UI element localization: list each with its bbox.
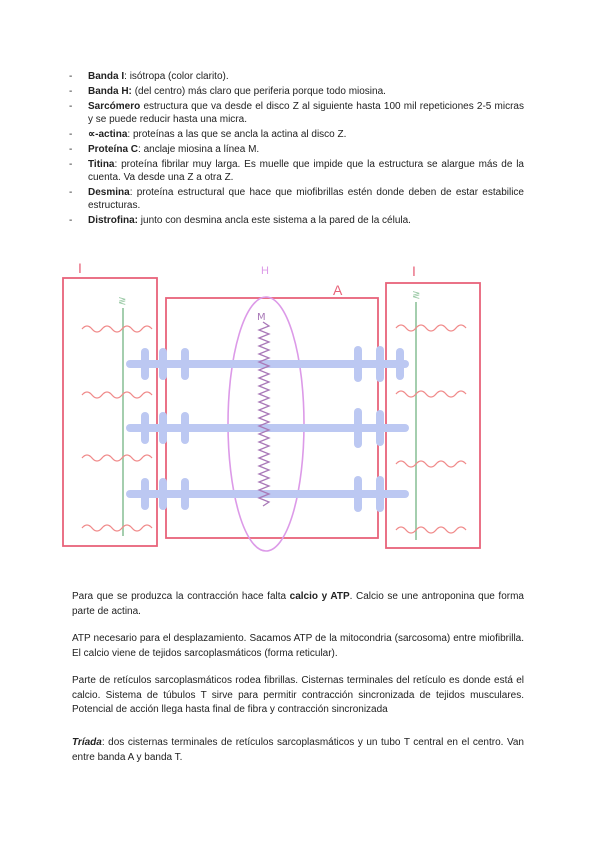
paragraph-contraction: Para que se produzca la contracción hace falta calcio y ATP. Calcio se une antroponina que forma parte de actina. xyxy=(72,591,524,617)
actin-filament xyxy=(82,326,152,332)
band-i-left-label: I xyxy=(78,260,82,276)
definition-item: - Banda H: (del centro) más claro que periferia porque todo miosina. xyxy=(69,86,386,97)
band-i-right-box xyxy=(386,283,480,548)
band-i-right-label: I xyxy=(412,263,416,279)
actin-filament xyxy=(82,392,152,398)
titin-zigzag xyxy=(259,322,269,506)
definition-item: - Banda I: isótropa (color clarito). xyxy=(69,71,229,82)
band-a-label: A xyxy=(333,282,343,298)
z-line-right-label: ≷ xyxy=(412,290,421,301)
definition-item: - Titina: proteína fibrilar muy larga. Es muelle que impide que la estructura se alargue más de la cuenta. Va desde una Z a otra Z. xyxy=(69,159,524,183)
sarcomere-diagram xyxy=(60,258,490,558)
definition-item: - Proteína C: anclaje miosina a línea M. xyxy=(69,144,260,155)
actin-filament xyxy=(396,391,466,397)
band-a-box xyxy=(166,298,378,538)
paragraph-reticulum: Parte de retículos sarcoplasmáticos rodea fibrillas. Cisternas terminales del retículo es donde está el calcio. Sistema de túbulos T sirve para permitir contracción sincronizada de tejidos musculares. Potencial de acción llega hasta final de fibra y contracción sincronizada xyxy=(72,675,524,715)
actin-filament xyxy=(396,325,466,331)
definition-item: - Desmina: proteína estructural que hace que miofibrillas estén donde deben de estar estabilice estructuras. xyxy=(69,187,524,211)
definition-item: - Distrofina: junto con desmina ancla este sistema a la pared de la célula. xyxy=(69,215,411,226)
actin-filament xyxy=(396,461,466,467)
definition-item: - ∝-actina: proteínas a las que se ancla la actina al disco Z. xyxy=(69,129,347,140)
definition-item: - Sarcómero estructura que va desde el disco Z al siguiente hasta 100 mil repeticiones 2-5 micras y se puede reducir hasta una micra. xyxy=(69,101,524,125)
actin-filament xyxy=(82,455,152,461)
m-line-label: M xyxy=(257,312,266,323)
paragraph-atp: ATP necesario para el desplazamiento. Sacamos ATP de la mitocondria (sarcosoma) entre miofibrilla. El calcio viene de tejidos sarcoplasmáticos (forma reticular). xyxy=(72,633,524,659)
definition-list xyxy=(69,70,524,229)
actin-filament xyxy=(82,525,152,531)
z-line-left-label: ≷ xyxy=(118,296,127,307)
band-h-label: H xyxy=(261,265,269,277)
actin-filament xyxy=(396,527,466,533)
paragraph-triad: Tríada: dos cisternas terminales de retículos sarcoplasmáticos y un tubo T central en el centro. Van entre banda A y banda T. xyxy=(72,737,524,763)
